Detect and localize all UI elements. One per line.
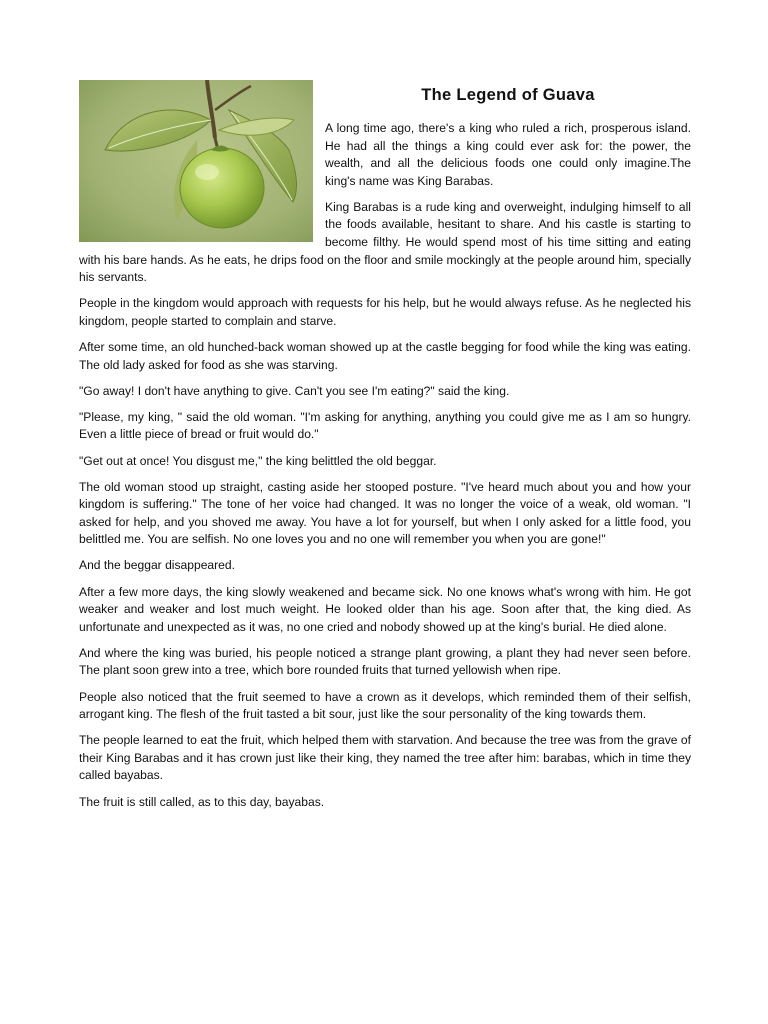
paragraph-12: People also noticed that the fruit seemed to have a crown as it develops, which reminded them of their selfish, arrogant king. The flesh of the fruit tasted a bit sour, just like the sour personality of the king towards them. [79,689,691,722]
paragraph-7: "Get out at once! You disgust me," the king belittled the old beggar. [79,453,437,468]
paragraph-3: People in the kingdom would approach with requests for his help, but he would always refuse. As he neglected his kingdom, people started to complain and starve. [79,296,691,328]
paragraph-5: "Go away! I don't have anything to give. Can't you see I'm eating?" said the king. [79,383,510,398]
paragraph-14: The fruit is still called, as to this day, bayabas. [79,794,325,809]
paragraph-13: The people learned to eat the fruit, which helped them with starvation. And because the tree was from the grave of their King Barabas and it has crown just like their king, they named the tree after him: barabas, which in time they called bayabas. [79,733,691,783]
paragraph-6: "Please, my king, " said the old woman. "I'm asking for anything, anything you could give me as I am so hungry. Even a little piece of bread or fruit would do." [79,409,691,442]
paragraph-1: A long time ago, there's a king who ruled a rich, prosperous island. He had all the things a king could ever ask for: the power, the wealth, and all the delicious foods one could only imagine.The king's name was King Barabas. [325,121,691,188]
guava-fruit-image [79,80,313,242]
paragraph-4: After some time, an old hunched-back woman showed up at the castle begging for food while the king was eating. The old lady asked for food as she was starving. [79,340,691,372]
paragraph-10: After a few more days, the king slowly weakened and became sick. No one knows what's wrong with him. He got weaker and weaker and lost much weight. He looked older than his age. Soon after that, the king died. As unfortunate and unexpected as it was, no one cried and nobody showed up at the king's burial. He died alone. [79,584,691,634]
document-title: The Legend of Guava [421,86,595,104]
paragraph-8: The old woman stood up straight, casting aside her stooped posture. "I've heard much about you and how your kingdom is suffering." The tone of her voice had changed. It was no longer the voice of a weak, old woman. "I asked for help, and you shoved me away. You have a lot for yourself, but when I only asked for a little food, you belittled me. You are selfish. No one loves you and no one will remember you when you are gone!" [79,479,691,547]
document-page [79,80,691,820]
paragraph-2: King Barabas is a rude king and overweight, indulging himself to all the foods available, hesitant to share. And his castle is starting to become filthy. He would spend most of his time sitting and eating with his bare hands. As he eats, he drips food on the floor and smile mockingly at the people around him, specially his servants. [79,199,691,285]
guava-photo [79,80,313,242]
paragraph-11: And where the king was buried, his people noticed a strange plant growing, a plant they had never seen before. The plant soon grew into a tree, which bore rounded fruits that turned yellowish when ripe. [79,645,691,678]
paragraph-9: And the beggar disappeared. [79,558,235,573]
